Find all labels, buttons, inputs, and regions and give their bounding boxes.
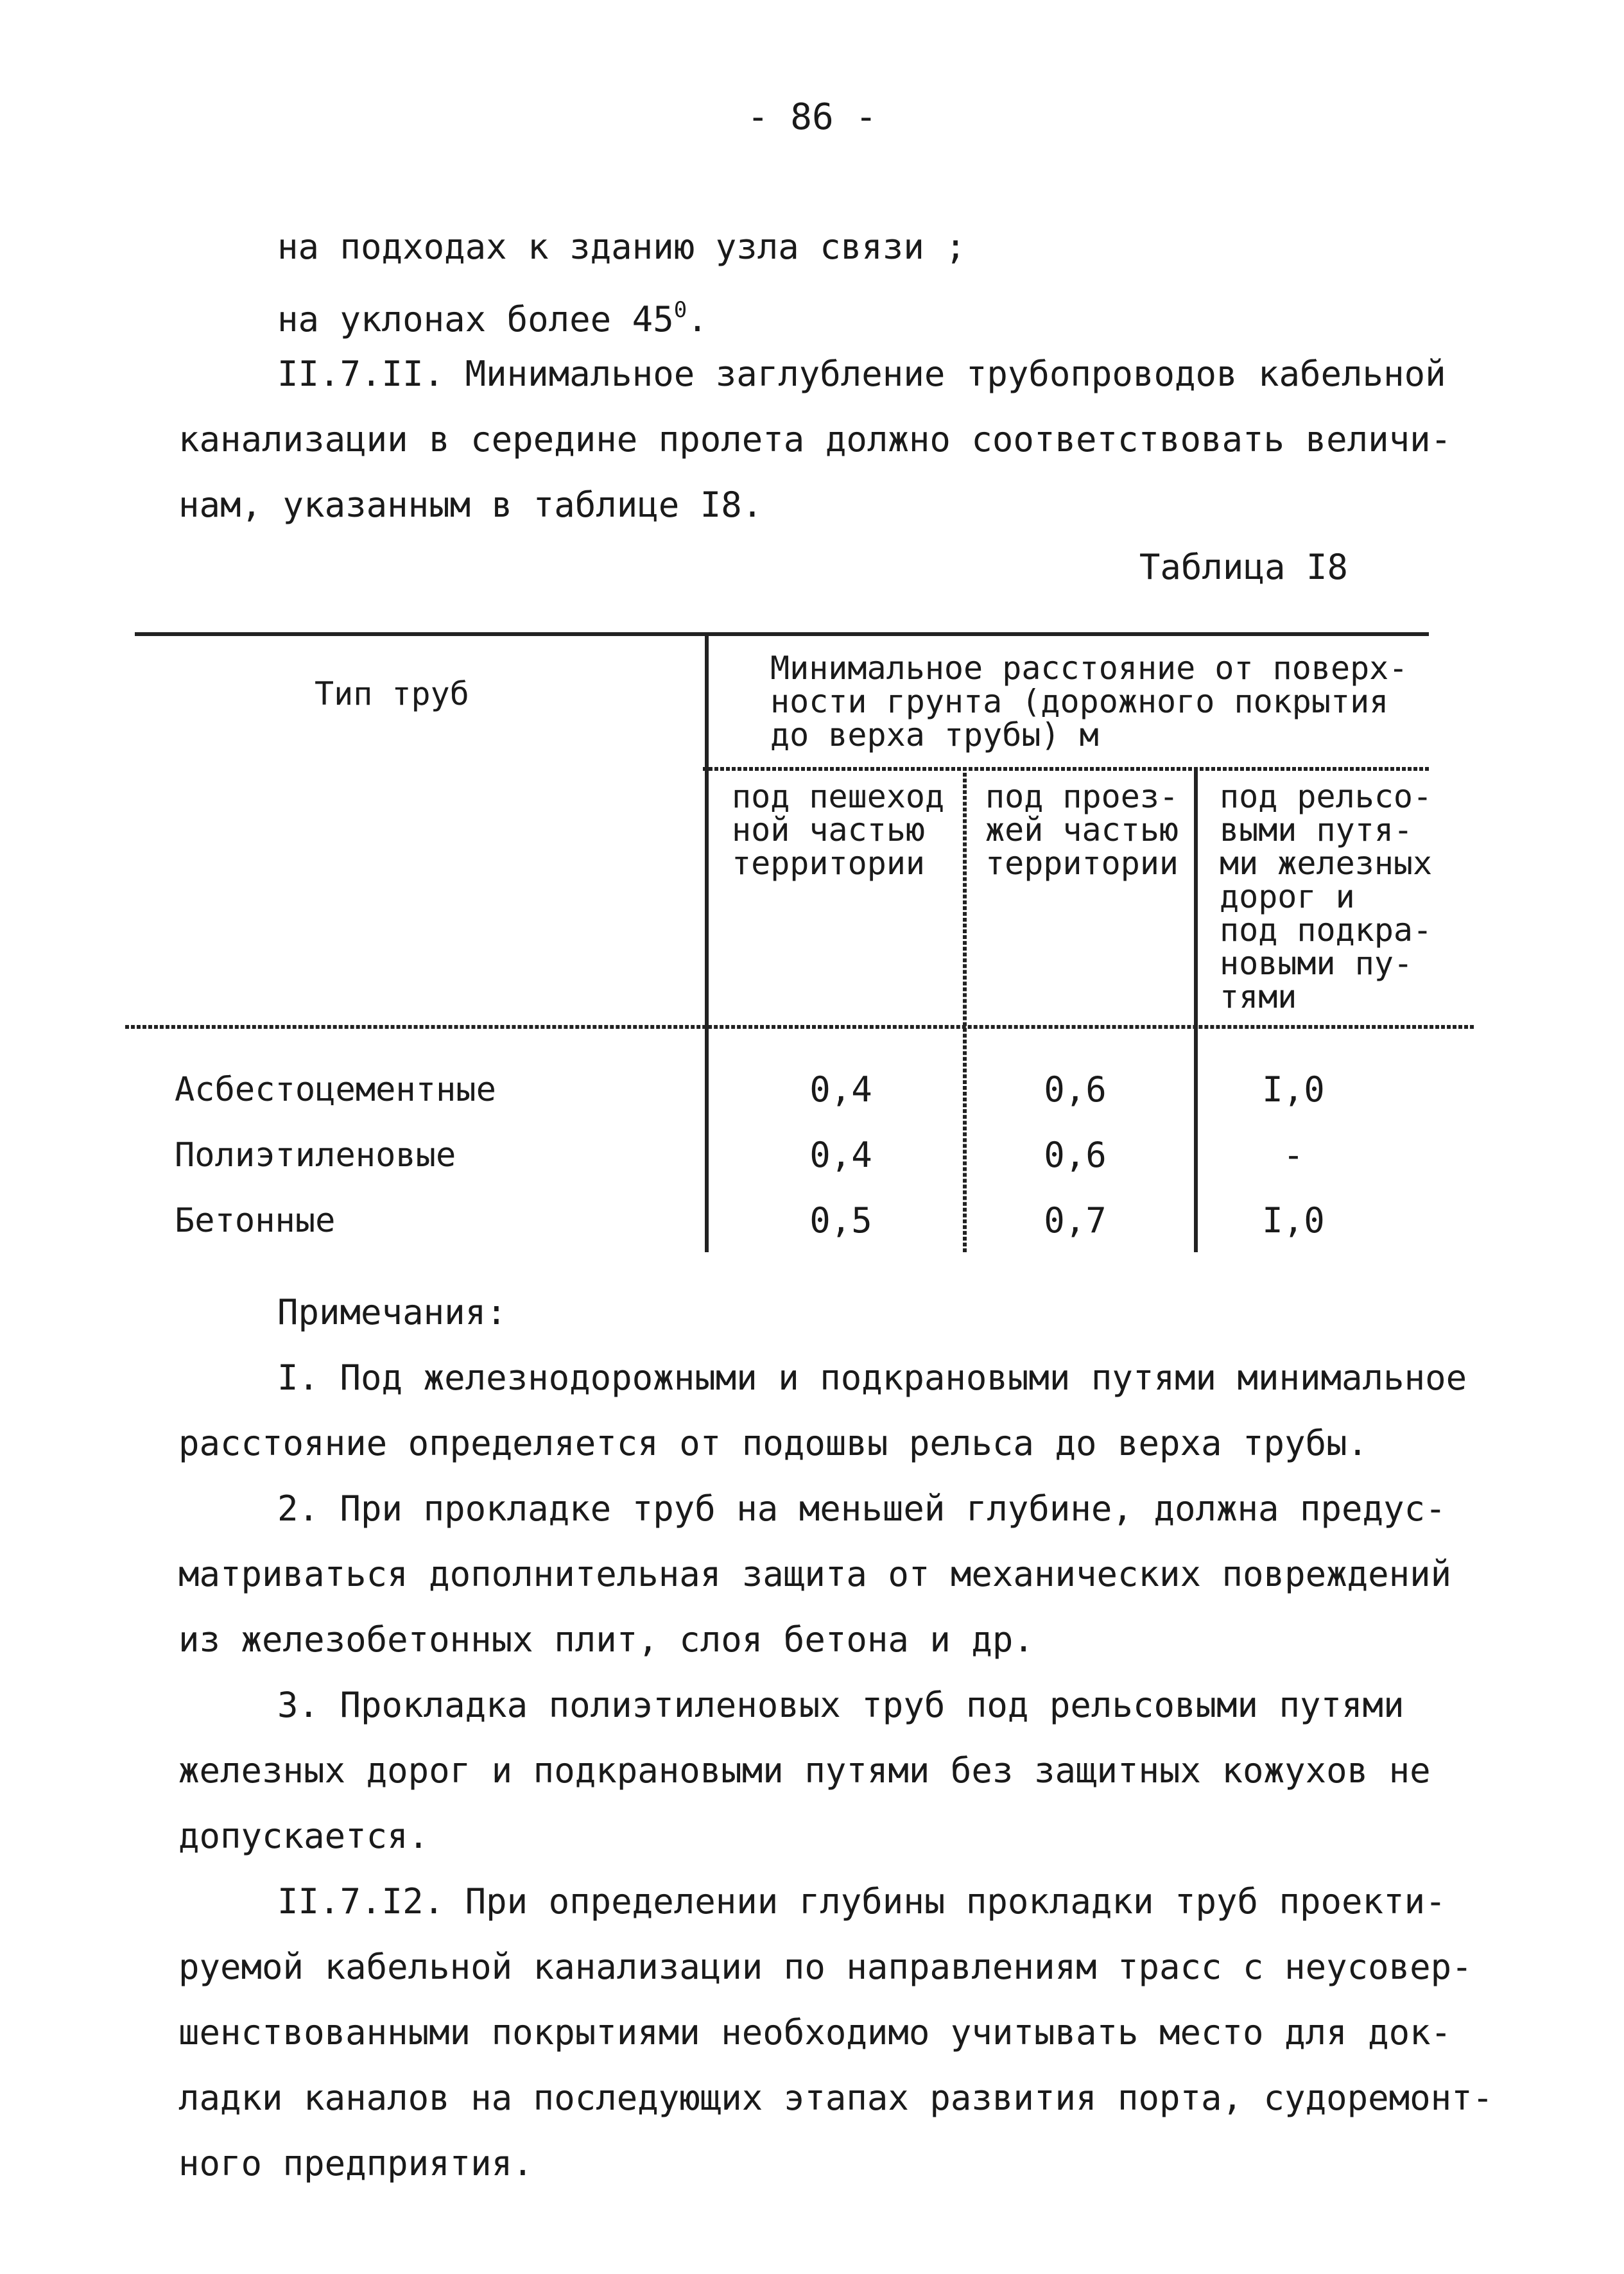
group-header-rule: [703, 767, 1429, 771]
note-line: матриваться дополнительная защита от механических повреждений: [178, 1554, 1452, 1594]
note-line: расстояние определяется от подошвы рельса до верха трубы.: [178, 1423, 1369, 1463]
notes-title: Примечания:: [277, 1292, 507, 1332]
degree-superscript: 0: [673, 297, 687, 323]
note-line: 3. Прокладка полиэтиленовых труб под рельсовыми путями: [277, 1685, 1404, 1725]
cell-value: I,0: [1262, 1200, 1325, 1241]
intro-line: на подходах к зданию узла связи ;: [277, 227, 966, 267]
clause-heading-line: II.7.II. Минимальное заглубление трубопроводов кабельной: [277, 354, 1446, 394]
degree-suffix: .: [687, 299, 708, 340]
subheader-rail: под рельсо- выми путя- ми железных дорог и под подкра- новыми пу- тями: [1220, 778, 1433, 1015]
col-divider-2: [963, 767, 967, 1252]
note-line: 2. При прокладке труб на меньшей глубине, должна предус-: [277, 1488, 1446, 1529]
row-type-polyethylene: Полиэтиленовые: [175, 1136, 456, 1175]
cell-value: 0,5: [809, 1200, 872, 1241]
clause-line: II.7.I2. При определении глубины прокладки труб проекти-: [277, 1881, 1446, 1922]
row-type-asbestos: Асбестоцементные: [175, 1071, 496, 1109]
group-header: Минимальное расстояние от поверх- ности грунта (дорожного покрытия до верха трубы) м: [770, 650, 1408, 754]
page-number: - 86 -: [747, 96, 877, 138]
cell-value: 0,4: [809, 1069, 872, 1110]
header-bottom-rule: [125, 1025, 1474, 1029]
note-line: железных дорог и подкрановыми путями без защитных кожухов не: [178, 1750, 1431, 1791]
subheader-roadway: под проез- жей частью территории: [985, 778, 1179, 882]
cell-value: 0,6: [1044, 1135, 1107, 1175]
col-divider-1: [705, 632, 709, 1252]
note-line: I. Под железнодорожными и подкрановыми путями минимальное: [277, 1357, 1467, 1398]
cell-value: 0,6: [1044, 1069, 1107, 1110]
cell-value: -: [1283, 1135, 1304, 1175]
row-type-concrete: Бетонные: [175, 1202, 336, 1240]
clause-line: руемой кабельной канализации по направлениям трасс с неусовер-: [178, 1947, 1473, 1987]
subheader-pedestrian: под пешеход ной частью территории: [732, 778, 945, 882]
intro-line: нам, указанным в таблице I8.: [178, 485, 763, 525]
clause-line: ного предприятия.: [178, 2143, 533, 2184]
cell-value: I,0: [1262, 1069, 1325, 1110]
intro-line: канализации в середине пролета должно соответствовать величи-: [178, 419, 1452, 460]
intro-line-slope: [277, 288, 708, 342]
table-caption: Таблица I8: [1139, 547, 1348, 587]
cell-value: 0,4: [809, 1135, 872, 1175]
clause-line: ладки каналов на последующих этапах развития порта, судоремонт-: [178, 2078, 1494, 2118]
note-line: из железобетонных плит, слоя бетона и др.: [178, 1619, 1034, 1660]
table-top-rule: [135, 632, 1429, 636]
col-divider-3: [1194, 767, 1198, 1252]
intro-line-text: на уклонах более 45: [277, 299, 674, 340]
cell-value: 0,7: [1044, 1200, 1107, 1241]
clause-line: шенствованными покрытиями необходимо учитывать место для док-: [178, 2012, 1452, 2053]
col-header-pipe-type: Тип труб: [315, 675, 469, 712]
note-line: допускается.: [178, 1816, 429, 1856]
